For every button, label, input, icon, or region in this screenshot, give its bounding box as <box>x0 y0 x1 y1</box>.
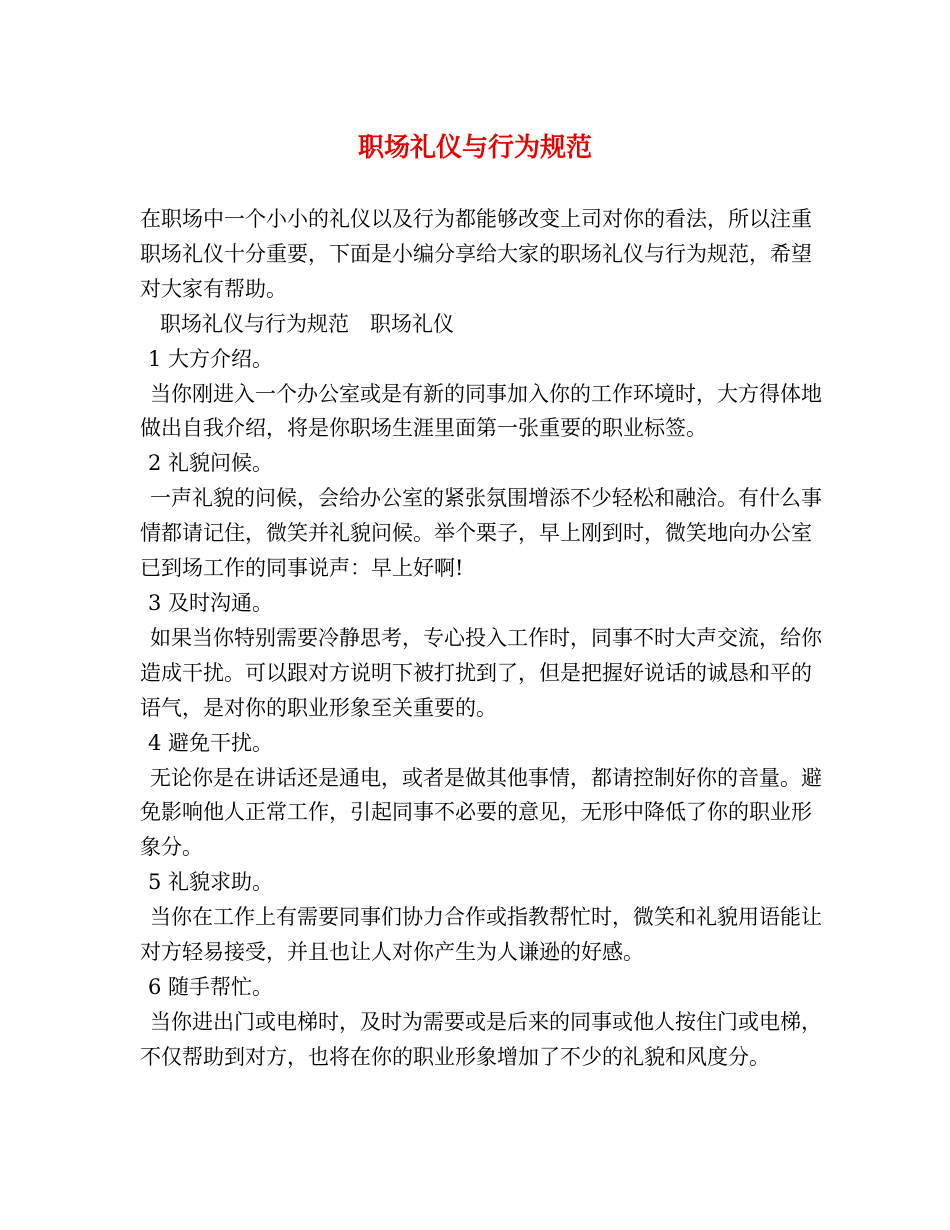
item-heading: 6 随手帮忙。 <box>148 974 274 999</box>
intro-paragraph: 在职场中一个小小的礼仪以及行为都能够改变上司对你的看法，所以注重职场礼仪十分重要，下面是小编分享给大家的职场礼仪与行为规范，希望对大家有帮助。 <box>140 207 812 301</box>
item-heading: 3 及时沟通。 <box>148 590 274 615</box>
document-title: 职场礼仪与行为规范 <box>357 133 592 163</box>
item-body: 一声礼貌的问候，会给办公室的紧张氛围增添不少轻松和融洽。有什么事情都请记住，微笑并礼貌问候。举个栗子，早上刚到时，微笑地向办公室已到场工作的同事说声：早上好啊! <box>140 486 822 581</box>
document-body <box>140 202 830 1075</box>
item-heading: 1 大方介绍。 <box>148 346 274 371</box>
item-heading: 5 礼貌求助。 <box>148 870 274 895</box>
item-body: 如果当你特别需要冷静思考，专心投入工作时，同事不时大声交流，给你造成干扰。可以跟对方说明下被打扰到了，但是把握好说话的诚恳和平的语气，是对你的职业形象至关重要的。 <box>140 625 822 720</box>
section-subheading: 职场礼仪与行为规范 职场礼仪 <box>160 311 454 336</box>
item-heading: 2 礼貌问候。 <box>148 451 274 476</box>
item-body: 无论你是在讲话还是通电，或者是做其他事情，都请控制好你的音量。避免影响他人正常工作，引起同事不必要的意见，无形中降低了你的职业形象分。 <box>140 765 822 860</box>
item-body: 当你进出门或电梯时，及时为需要或是后来的同事或他人按住门或电梯，不仅帮助到对方，也将在你的职业形象增加了不少的礼貌和风度分。 <box>140 1009 822 1069</box>
item-heading: 4 避免干扰。 <box>148 730 274 755</box>
item-body: 当你在工作上有需要同事们协力合作或指教帮忙时，微笑和礼貌用语能让对方轻易接受，并且也让人对你产生为人谦逊的好感。 <box>140 905 822 965</box>
item-body: 当你刚进入一个办公室或是有新的同事加入你的工作环境时，大方得体地做出自我介绍，将是你职场生涯里面第一张重要的职业标签。 <box>140 381 822 441</box>
